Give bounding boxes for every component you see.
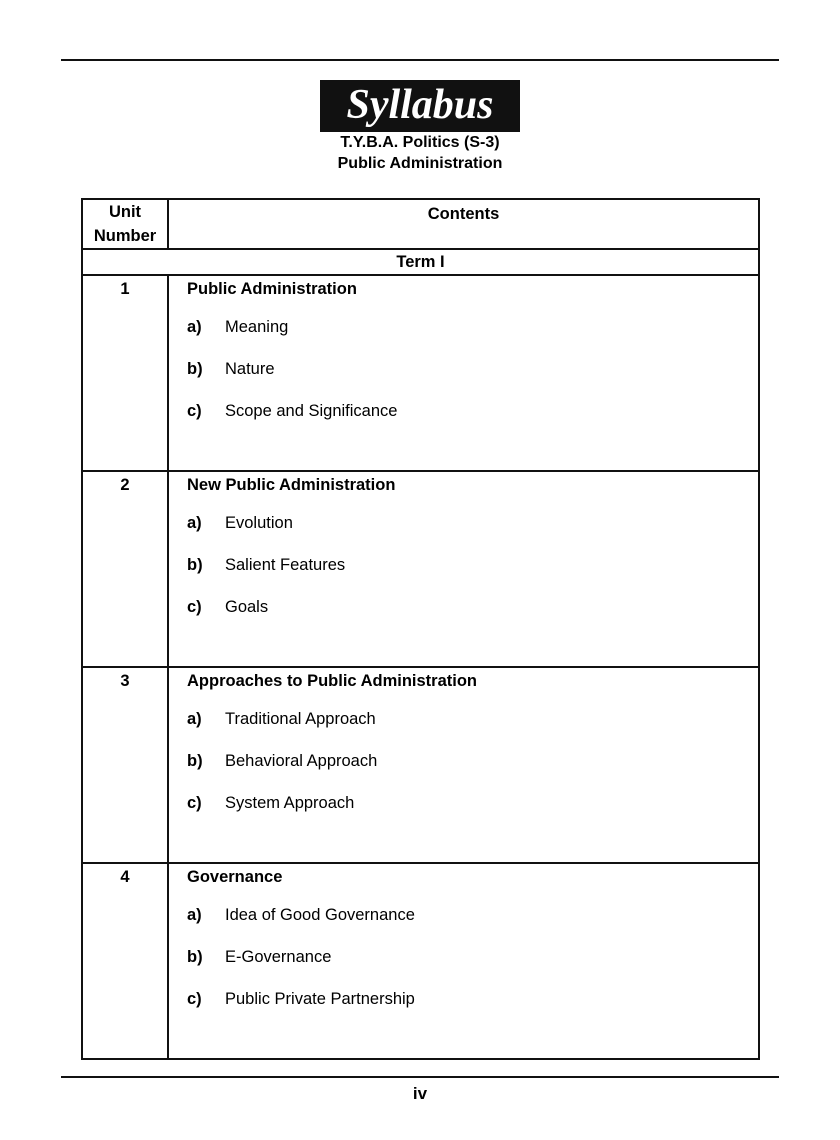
- syllabus-title: Syllabus: [320, 80, 520, 132]
- item-label: a): [187, 710, 202, 728]
- item-text: Idea of Good Governance: [225, 906, 415, 924]
- unit-number-header: Unit Number: [82, 199, 168, 249]
- item-label: c): [187, 990, 202, 1008]
- item-label: b): [187, 752, 203, 770]
- unit-title: New Public Administration: [187, 476, 396, 494]
- item-text: E-Governance: [225, 948, 332, 966]
- top-rule: [61, 59, 779, 61]
- list-item: [187, 752, 758, 794]
- unit-number: 4: [82, 863, 168, 1059]
- unit-title: Governance: [187, 868, 283, 886]
- item-label: b): [187, 556, 203, 574]
- list-item: [187, 906, 758, 948]
- list-item: [187, 318, 758, 360]
- list-item: [187, 794, 758, 836]
- item-text: Meaning: [225, 318, 289, 336]
- item-text: Nature: [225, 360, 275, 378]
- unit-contents: [168, 863, 759, 1059]
- unit-number: 3: [82, 667, 168, 863]
- unit-contents: [168, 471, 759, 667]
- unit-row: [82, 275, 759, 471]
- item-label: a): [187, 906, 202, 924]
- item-label: c): [187, 598, 202, 616]
- item-label: c): [187, 402, 202, 420]
- item-text: Scope and Significance: [225, 402, 398, 420]
- unit-title: Public Administration: [187, 280, 357, 298]
- unit-contents: [168, 667, 759, 863]
- unit-row: [82, 471, 759, 667]
- unit-contents: [168, 275, 759, 471]
- list-item: [187, 990, 758, 1032]
- list-item: [187, 556, 758, 598]
- item-text: Evolution: [225, 514, 293, 532]
- list-item: [187, 360, 758, 402]
- unit-number: 2: [82, 471, 168, 667]
- item-text: Goals: [225, 598, 269, 616]
- contents-header: Contents: [168, 199, 759, 249]
- table-header-row: [82, 199, 759, 249]
- term-row: [82, 249, 759, 275]
- syllabus-table: [81, 198, 760, 1060]
- list-item: [187, 710, 758, 752]
- item-label: c): [187, 794, 202, 812]
- item-text: Salient Features: [225, 556, 346, 574]
- item-text: Public Private Partnership: [225, 990, 415, 1008]
- list-item: [187, 598, 758, 640]
- page-number: iv: [412, 1084, 428, 1103]
- item-label: a): [187, 318, 202, 336]
- item-text: Traditional Approach: [225, 710, 376, 728]
- item-label: b): [187, 360, 203, 378]
- unit-row: [82, 667, 759, 863]
- unit-row: [82, 863, 759, 1059]
- list-item: [187, 402, 758, 444]
- item-text: System Approach: [225, 794, 355, 812]
- item-label: b): [187, 948, 203, 966]
- item-text: Behavioral Approach: [225, 752, 378, 770]
- list-item: [187, 948, 758, 990]
- term-label: Term I: [82, 249, 759, 275]
- bottom-rule: [61, 1076, 779, 1078]
- unit-number: 1: [82, 275, 168, 471]
- list-item: [187, 514, 758, 556]
- course-subtitle: T.Y.B.A. Politics (S-3): [340, 134, 500, 151]
- unit-title: Approaches to Public Administration: [187, 672, 477, 690]
- item-label: a): [187, 514, 202, 532]
- paper-subtitle: Public Administration: [337, 155, 503, 172]
